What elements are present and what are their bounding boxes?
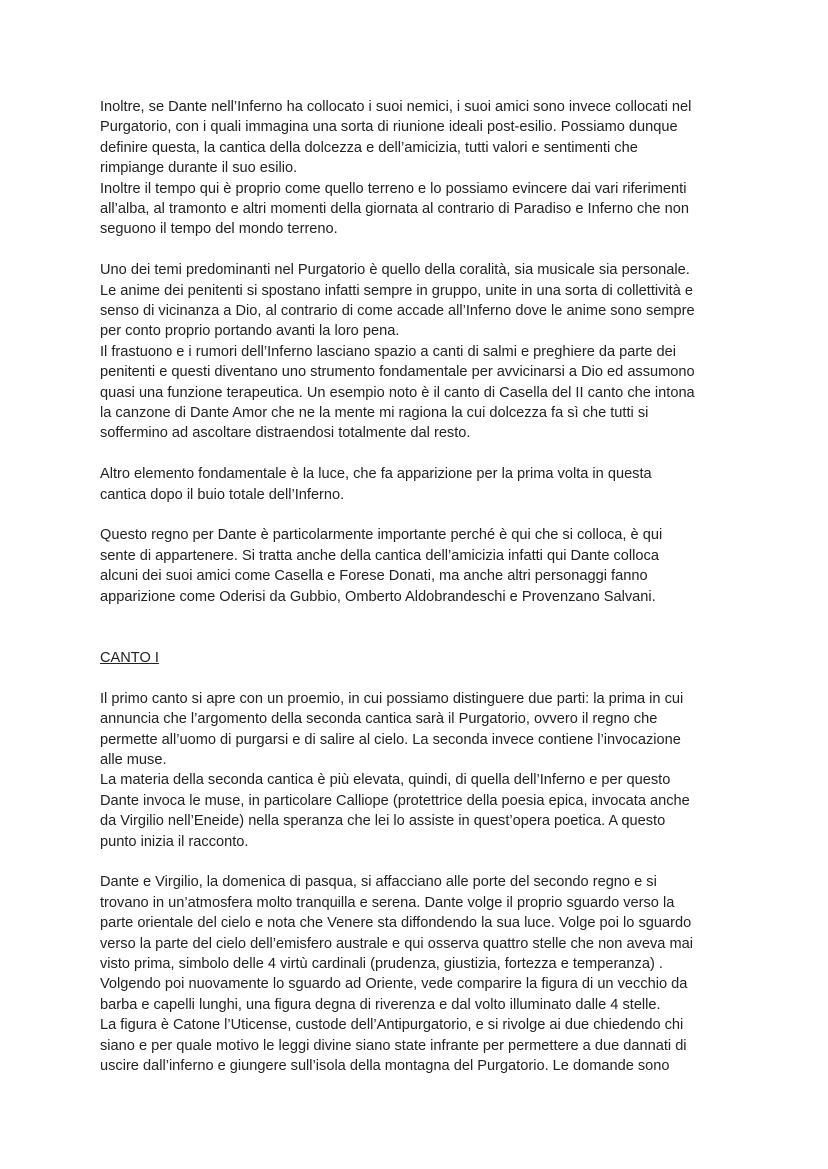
paragraph-friends-in-purgatory: Inoltre, se Dante nell’Inferno ha collocato i suoi nemici, i suoi amici sono invece collocati nel Purgatorio, con i quali immagina una sorta di riunione ideali post-esilio. Possiamo dunque definire questa, la cantica della dolcezza e dell’amicizia, tutti valori e sentimenti che rimpiange durante il suo esilio. — [100, 99, 692, 177]
paragraph-spacer — [100, 444, 725, 464]
paragraph-songs-and-prayers: Il frastuono e i rumori dell’Inferno lasciano spazio a canti di salmi e preghiere da parte dei penitenti e questi diventano uno strumento fondamentale per avvicinarsi a Dio ed assumono quasi una funzione terapeutica. Un esempio noto è il canto di Casella del II canto che intona la canzone di Dante Amor che ne la mente mi ragiona la cui dolcezza fa sì che tutti si soffermino ad ascoltare distraendosi totalmente dal resto. — [100, 343, 695, 442]
paragraph-invocation: La materia della seconda cantica è più elevata, quindi, di quella dell’Inferno e per questo Dante invoca le muse, in particolare Calliope (protettrice della poesia epica, invocata anche da Virgilio nell’Eneide) nella speranza che lei lo assiste in quest’opera poetica. A questo punto inizia il racconto. — [100, 772, 690, 850]
paragraph-light: Altro elemento fondamentale è la luce, che fa apparizione per la prima volta in questa cantica dopo il buio totale dell’Inferno. — [100, 466, 652, 503]
section-heading-canto-i: CANTO I — [100, 649, 159, 666]
paragraph-proem: Il primo canto si apre con un proemio, in cui possiamo distinguere due parti: la prima in cui annuncia che l’argomento della seconda cantica sarà il Purgatorio, ovvero il regno che permette all’uomo di purgarsi e di salire al cielo. La seconda invece contiene l’invocazione alle muse. — [100, 690, 684, 768]
paragraph-old-man: Volgendo poi nuovamente lo sguardo ad Oriente, vede comparire la figura di un vecchio da barba e capelli lunghi, una figura degna di riverenza e dal volto illuminato dalle 4 stelle. — [100, 976, 688, 1013]
paragraph-earthly-time: Inoltre il tempo qui è proprio come quello terreno e lo possiamo evincere dai vari riferimenti all’alba, al tramonto e altri momenti della giornata al contrario di Paradiso e Inferno che non seguono il tempo del mondo terreno. — [100, 180, 689, 238]
paragraph-easter-sunday: Dante e Virgilio, la domenica di pasqua, si affacciano alle porte del secondo regno e si trovano in un’atmosfera molto tranquilla e serena. Dante volge il proprio sguardo verso la parte orientale del cielo e nota che Venere sta diffondendo la sua luce. Volge poi lo sguardo verso la parte del cielo dell’emisfero australe e qui osserva quattro stelle che non aveva mai visto prima, simbolo delle 4 virtù cardinali (prudenza, giustizia, fortezza e temperanza) . — [100, 874, 693, 972]
paragraph-chorality: Uno dei temi predominanti nel Purgatorio è quello della coralità, sia musicale sia personale. Le anime dei penitenti si spostano infatti sempre in gruppo, unite in una sorta di collettività e senso di vicinanza a Dio, al contrario di come accade all’Inferno dove le anime sono sempre per conto proprio portando avanti la loro pena. — [100, 262, 695, 340]
section-spacer — [100, 607, 725, 648]
paragraph-spacer — [100, 852, 725, 872]
document-body — [100, 97, 725, 1076]
paragraph-spacer — [100, 240, 725, 260]
paragraph-realm-importance: Questo regno per Dante è particolarmente importante perché è qui che si colloca, è qui sente di appartenere. Si tratta anche della cantica dell’amicizia infatti qui Dante colloca alcuni dei suoi amici come Casella e Forese Donati, ma anche altri personaggi fanno apparizione come Oderisi da Gubbio, Omberto Aldobrandeschi e Provenzano Salvani. — [100, 527, 663, 605]
paragraph-spacer — [100, 505, 725, 525]
paragraph-cato: La figura è Catone l’Uticense, custode dell’Antipurgatorio, e si rivolge ai due chiedendo chi siano e per quale motivo le leggi divine siano state infrante per permettere a due dannati di uscire dall’inferno e giungere sull’isola della montagna del Purgatorio. Le domande sono — [100, 1017, 687, 1074]
paragraph-spacer — [100, 668, 725, 688]
